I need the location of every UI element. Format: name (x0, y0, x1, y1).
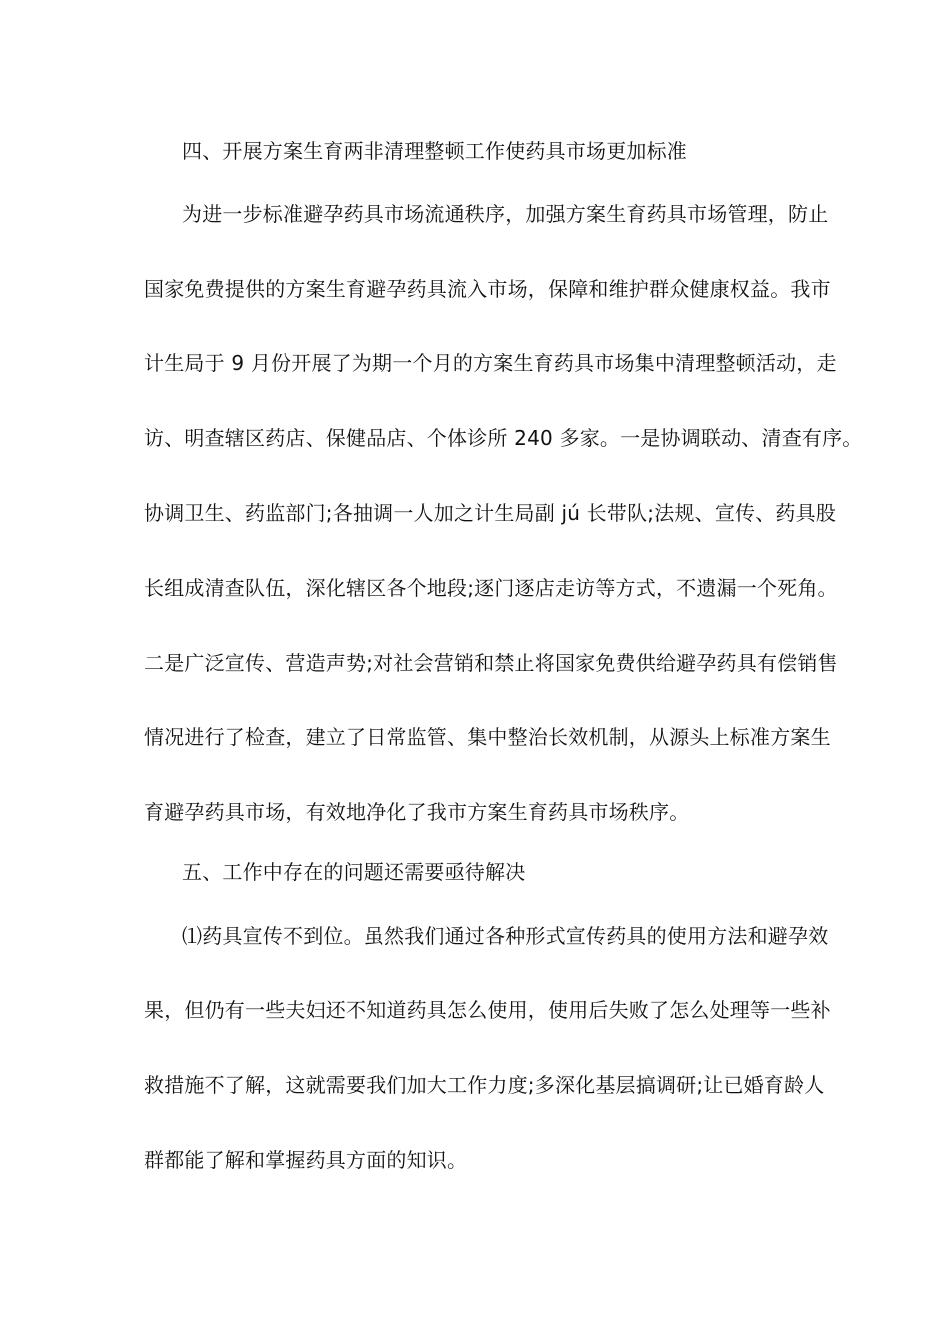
paragraph-line: 果，但仍有一些夫妇还不知道药具怎么使用，使用后失败了怎么处理等一些补 (144, 998, 831, 1022)
paragraph-line: 长组成清查队伍，深化辖区各个地段;逐门逐店走访等方式，不遗漏一个死角。 (144, 576, 838, 600)
paragraph-line: 国家免费提供的方案生育避孕药具流入市场，保障和维护群众健康权益。我市 (144, 277, 831, 301)
paragraph-line: 协调卫生、药监部门;各抽调一人加之计生局副 jú 长带队;法规、宣传、药具股 (144, 501, 837, 525)
paragraph-line: 情况进行了检查，建立了日常监管、集中整治长效机制，从源头上标准方案生 (144, 725, 831, 749)
paragraph-line: ⑴药具宣传不到位。虽然我们通过各种形式宣传药具的使用方法和避孕效 (182, 924, 829, 948)
section-4-heading: 四、开展方案生育两非清理整顿工作使药具市场更加标准 (182, 139, 687, 163)
paragraph-line: 育避孕药具市场，有效地净化了我市方案生育药具市场秩序。 (144, 800, 690, 824)
paragraph-line: 群都能了解和掌握药具方面的知识。 (144, 1148, 468, 1172)
paragraph-line: 救措施不了解，这就需要我们加大工作力度;多深化基层搞调研;让已婚育龄人 (144, 1073, 825, 1097)
section-5-heading: 五、工作中存在的问题还需要亟待解决 (182, 860, 526, 884)
paragraph-line: 计生局于 9 月份开展了为期一个月的方案生育药具市场集中清理整顿活动，走 (144, 351, 837, 375)
paragraph-line: 访、明查辖区药店、保健品店、个体诊所 240 多家。一是协调联动、清查有序。 (144, 426, 863, 450)
paragraph-line: 二是广泛宣传、营造声势;对社会营销和禁止将国家免费供给避孕药具有偿销售 (144, 651, 838, 675)
paragraph-line: 为进一步标准避孕药具市场流通秩序，加强方案生育药具市场管理，防止 (182, 202, 829, 226)
